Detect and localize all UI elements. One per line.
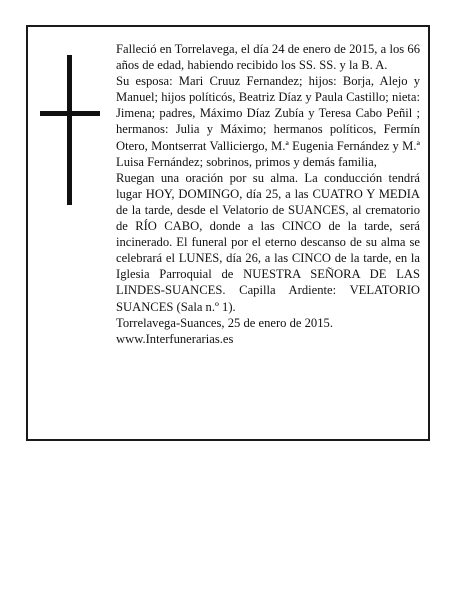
death-announcement: Falleció en Torrelavega, el día 24 de enero de 2015, a los 66 años de edad, habiendo recibido los SS. SS. y la B. A. (116, 42, 420, 73)
place-date-line: Torrelavega-Suances, 25 de enero de 2015. (116, 315, 333, 330)
obituary-text (116, 41, 420, 347)
funeral-details: Ruegan una oración por su alma. La conducción tendrá lugar HOY, DOMINGO, día 25, a las CUATRO Y MEDIA de la tarde, desde el Velatorio de SUANCES, al crematorio de RÍO CABO, donde a las CINCO de la tarde, será incinerado. El funeral por el eterno descanso de su alma se celebrará el LUNES, día 26, a las CINCO de la tarde, en la Iglesia Parroquial de NUESTRA SEÑORA DE LAS LINDES-SUANCES. Capilla Ardiente: VELATORIO SUANCES (Sala n.º 1). (116, 170, 420, 314)
cross-icon (40, 55, 100, 205)
cross-vertical-bar (67, 55, 72, 205)
family-list: Su esposa: Mari Cruuz Fernandez; hijos: Borja, Alejo y Manuel; hijos políticós, Beatriz Díaz y Paula Castillo; nieta: Jimena; padres, Máximo Díaz Zubía y Teresa Cabo Peñil ; hermanos: Julia y Máximo; hermanos políticos, Fermín Otero, Montserrat Valliciergo, M.ª Eugenia Fernández y M.ª Luisa Fernández; sobrinos, primos y demás familia, (116, 74, 420, 169)
website-line: www.Interfunerarias.es (116, 331, 234, 346)
cross-horizontal-bar (40, 111, 100, 116)
obituary-notice (26, 25, 430, 441)
